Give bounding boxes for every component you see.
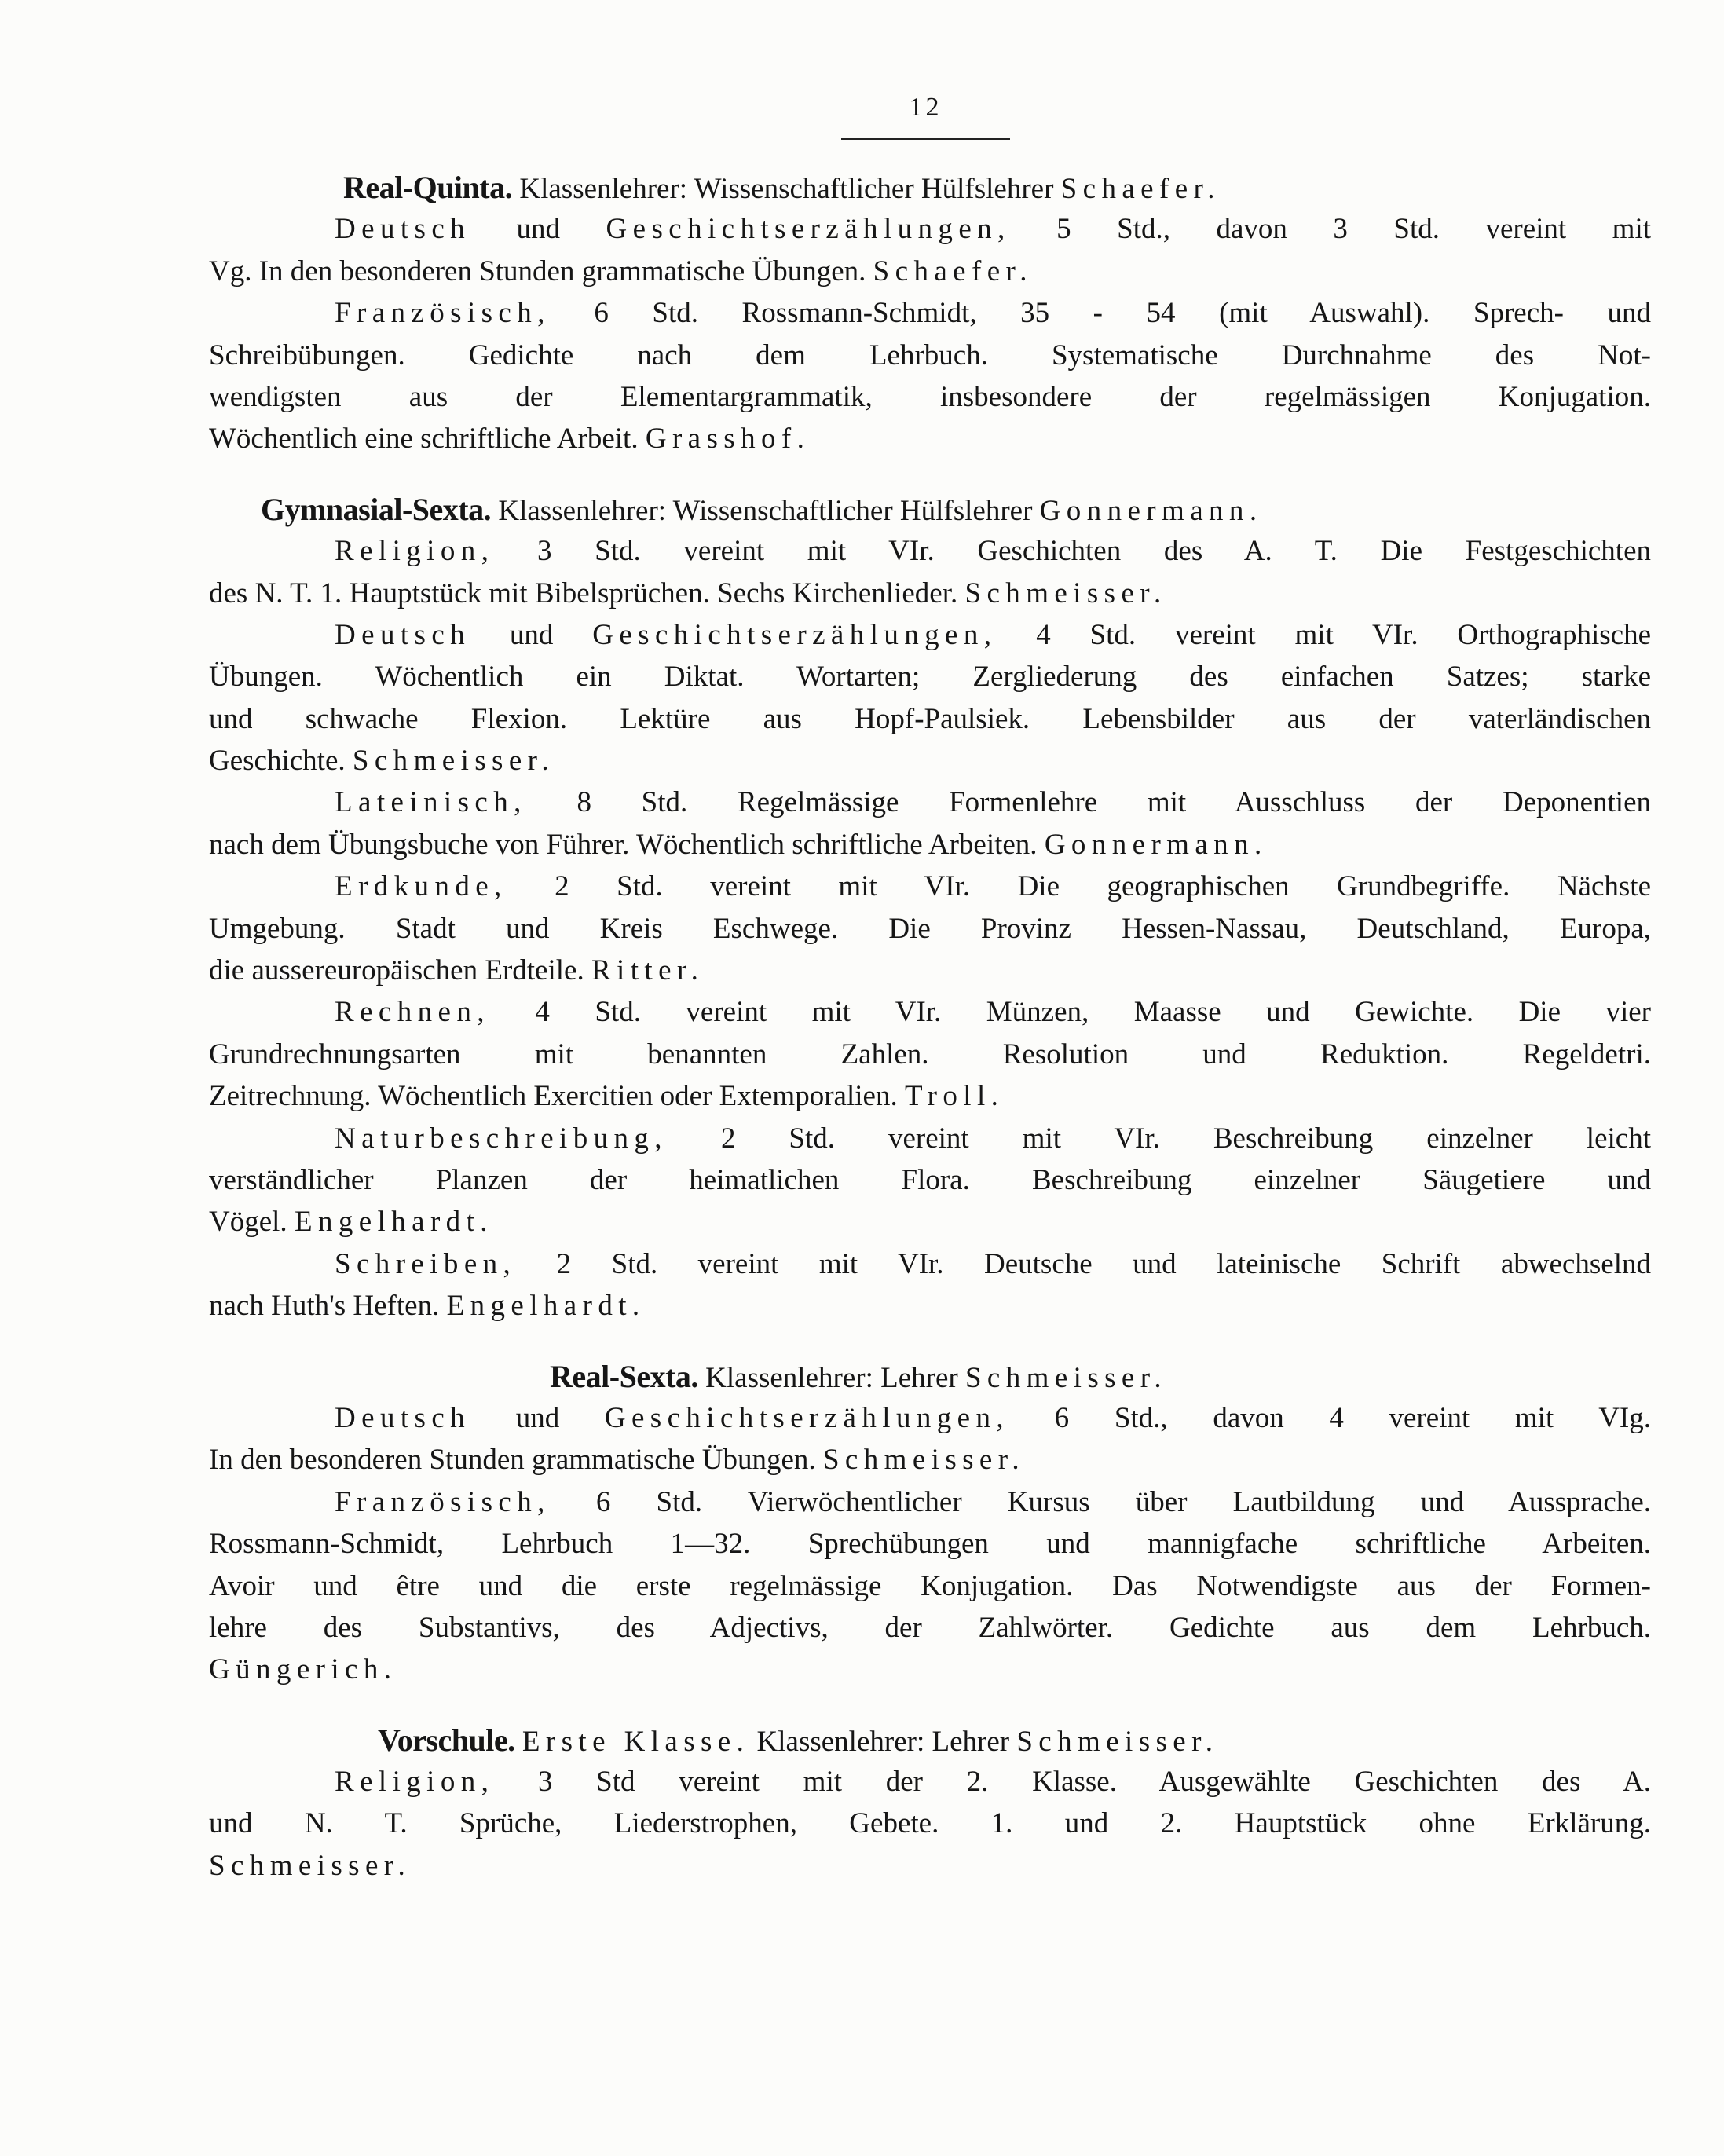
spaced-term: Deutsch: [335, 618, 471, 651]
text-line: [209, 908, 1651, 950]
text-run: Avoir und être und die erste regelmässige Konjugation. Das Notwendigste aus der Formen-: [209, 1569, 1651, 1602]
text-line: [209, 1285, 1651, 1327]
text-line: [209, 1118, 1651, 1159]
text-line: [209, 1439, 1651, 1481]
text-line: [209, 1201, 1651, 1243]
text-line: [209, 866, 1651, 907]
paragraph: [209, 614, 1651, 782]
text-line: [209, 208, 1651, 250]
text-line: [209, 1845, 1651, 1887]
text-run: Klassenlehrer: Lehrer: [749, 1725, 1017, 1758]
page-number-rule: [841, 138, 1010, 140]
section-title: Real-Sexta.: [550, 1358, 698, 1394]
paragraph: [209, 1118, 1651, 1243]
text-run: Klassenlehrer: Wissenschaftlicher Hülfslehrer: [491, 494, 1040, 527]
text-run: die aussereuropäischen Erdteile.: [209, 954, 591, 987]
text-run: und schwache Flexion. Lektüre aus Hopf-Paulsiek. Lebensbilder aus der vaterländischen: [209, 702, 1651, 735]
spaced-term: Grasshof.: [645, 423, 811, 456]
paragraph: [209, 991, 1651, 1117]
text-line: [209, 530, 1651, 572]
paragraph: [209, 208, 1651, 292]
text-run: nach Huth's Heften.: [209, 1290, 447, 1323]
text-line: [209, 698, 1651, 740]
text-run: lehre des Substantivs, des Adjectivs, der Zahlwörter. Gedichte aus dem Lehrbuch.: [209, 1611, 1651, 1644]
spaced-term: Schreiben,: [335, 1247, 517, 1280]
text-run: des N. T. 1. Hauptstück mit Bibelsprüchen. Sechs Kirchenlieder.: [209, 577, 965, 609]
spaced-term: Schmeisser.: [352, 745, 555, 778]
page-number: 12: [909, 93, 943, 122]
text-run: und: [470, 618, 593, 651]
text-line: [209, 1243, 1651, 1285]
text-line: [209, 782, 1651, 823]
text-line: [209, 1803, 1651, 1844]
text-line: [209, 1481, 1651, 1523]
section-title: Real-Quinta.: [343, 170, 513, 205]
text-run: Rossmann-Schmidt, Lehrbuch 1—32. Sprechübungen und mannigfache schriftliche Arbeiten.: [209, 1528, 1651, 1561]
text-line: [209, 335, 1651, 376]
text-run: und N. T. Sprüche, Liederstrophen, Gebete. 1. und 2. Hauptstück ohne Erklärung.: [209, 1807, 1651, 1840]
spaced-term: Schaefer.: [1060, 173, 1221, 205]
text-line: [209, 376, 1651, 418]
text-run: Wöchentlich eine schriftliche Arbeit.: [209, 423, 646, 456]
text-run: 3 Std vereint mit der 2. Klasse. Ausgewählte Geschichten des A.: [494, 1766, 1651, 1799]
text-run: Klassenlehrer: Lehrer: [697, 1361, 965, 1394]
heading-real-quinta: [209, 167, 1651, 208]
spaced-term: Gonnermann.: [1039, 494, 1263, 527]
text-run: verständlicher Planzen der heimatlichen Flora. Beschreibung einzelner Säugetiere und: [209, 1163, 1651, 1196]
spaced-term: Lateinisch,: [335, 786, 527, 819]
spaced-term: Deutsch: [335, 213, 471, 246]
text-line: [209, 614, 1651, 656]
text-line: [209, 1761, 1651, 1803]
text-line: [209, 991, 1651, 1033]
spaced-term: Gonnermann.: [1044, 828, 1268, 861]
section-title: Gymnasial-Sexta.: [261, 491, 492, 527]
spaced-term: Schmeisser.: [1016, 1725, 1219, 1758]
text-line: [209, 573, 1651, 614]
spaced-term: Geschichtserzählungen,: [592, 618, 997, 651]
text-line: [209, 1159, 1651, 1201]
text-run: 2 Std. vereint mit VIr. Beschreibung einzelner leicht: [667, 1122, 1651, 1155]
spaced-term: Französisch,: [335, 1485, 551, 1518]
paragraph: [209, 1397, 1651, 1481]
text-line: [209, 418, 1651, 459]
text-run: und: [470, 213, 606, 246]
paragraph: [209, 530, 1651, 614]
paragraph: [209, 1243, 1651, 1327]
text-run: Zeitrechnung. Wöchentlich Exercitien oder Extemporalien.: [209, 1080, 905, 1113]
text-line: [209, 1565, 1651, 1607]
text-run: Geschichte.: [209, 745, 353, 778]
text-line: [209, 1397, 1651, 1439]
spaced-term: Rechnen,: [335, 996, 490, 1029]
text-run: Klassenlehrer: Wissenschaftlicher Hülfslehrer: [512, 173, 1061, 205]
text-run: 6 Std., davon 4 vereint mit VIg.: [1009, 1401, 1652, 1434]
text-run: In den besonderen Stunden grammatische Übungen.: [209, 1444, 823, 1477]
text-run: 2 Std. vereint mit VIr. Deutsche und lateinische Schrift abwechselnd: [516, 1247, 1651, 1280]
text-run: wendigsten aus der Elementargrammatik, insbesondere der regelmässigen Konjugation.: [209, 380, 1651, 413]
spaced-term: Schmeisser.: [822, 1444, 1026, 1477]
spaced-term: Naturbeschreibung,: [335, 1122, 668, 1155]
text-run: 2 Std. vereint mit VIr. Die geographischen Grundbegriffe. Nächste: [507, 870, 1651, 903]
spaced-term: Geschichtserzählungen,: [604, 1401, 1010, 1434]
spaced-term: Ritter.: [591, 954, 705, 987]
text-line: [209, 740, 1651, 782]
heading-gymnasial-sexta: [209, 489, 1651, 530]
heading-real-sexta: [209, 1356, 1651, 1397]
spaced-term: Deutsch: [335, 1401, 471, 1434]
paragraph: [209, 292, 1651, 460]
spaced-term: Religion,: [335, 1766, 495, 1799]
text-line: [209, 1034, 1651, 1075]
text-run: nach dem Übungsbuche von Führer. Wöchentlich schriftliche Arbeiten.: [209, 828, 1045, 861]
text-run: Umgebung. Stadt und Kreis Eschwege. Die Provinz Hessen-Nassau, Deutschland, Europa,: [209, 912, 1651, 945]
text-run: 4 Std. vereint mit VIr. Münzen, Maasse und Gewichte. Die vier: [489, 996, 1651, 1029]
text-line: [209, 292, 1651, 334]
spaced-term: Engelhardt.: [294, 1206, 493, 1239]
text-line: [209, 167, 1651, 208]
spaced-term: Engelhardt.: [446, 1290, 646, 1323]
spaced-term: Französisch,: [335, 297, 551, 330]
paragraph: [209, 1761, 1651, 1887]
text-line: [209, 656, 1651, 697]
text-run: 5 Std., davon 3 Std. vereint mit: [1010, 213, 1652, 246]
text-run: Schreibübungen. Gedichte nach dem Lehrbuch. Systematische Durchnahme des Not-: [209, 339, 1651, 372]
spaced-term: Schmeisser.: [964, 1361, 1168, 1394]
text-line: [209, 1523, 1651, 1565]
text-run: Vg. In den besonderen Stunden grammatische Übungen.: [209, 254, 873, 287]
text-line: [209, 1075, 1651, 1117]
heading-vorschule: [209, 1719, 1651, 1761]
spaced-term: Schmeisser.: [964, 577, 1167, 609]
text-run: 8 Std. Regelmässige Formenlehre mit Ausschluss der Deponentien: [526, 786, 1651, 819]
text-line: [209, 489, 1651, 530]
text-run: und: [470, 1401, 605, 1434]
spaced-term: Geschichtserzählungen,: [606, 213, 1011, 246]
text-run: Vögel.: [209, 1206, 295, 1239]
text-line: [209, 1356, 1651, 1397]
text-line: [209, 1719, 1651, 1761]
text-line: [209, 950, 1651, 991]
spaced-term: Güngerich.: [209, 1653, 397, 1686]
spaced-term: Schmeisser.: [209, 1849, 412, 1882]
paragraph: [209, 1481, 1651, 1691]
text-run: 4 Std. vereint mit VIr. Orthographische: [997, 618, 1651, 651]
spaced-term: Religion,: [335, 535, 495, 568]
text-line: [209, 251, 1651, 292]
text-run: Übungen. Wöchentlich ein Diktat. Wortarten; Zergliederung des einfachen Satzes; starke: [209, 661, 1651, 694]
text-line: [209, 824, 1651, 866]
text-run: 3 Std. vereint mit VIr. Geschichten des A. T. Die Festgeschichten: [494, 535, 1651, 568]
section-title: Vorschule.: [378, 1722, 515, 1758]
text-run: 6 Std. Vierwöchentlicher Kursus über Lautbildung und Aussprache.: [550, 1485, 1651, 1518]
text-line: [209, 1649, 1651, 1690]
document-body: [209, 167, 1651, 1887]
text-run: 6 Std. Rossmann-Schmidt, 35 - 54 (mit Auswahl). Sprech- und: [550, 297, 1651, 330]
spaced-term: Schaefer.: [873, 254, 1033, 287]
spaced-term: Erdkunde,: [335, 870, 507, 903]
paragraph: [209, 866, 1651, 991]
paragraph: [209, 782, 1651, 866]
text-line: [209, 1607, 1651, 1649]
spaced-term: Erste Klasse.: [522, 1725, 750, 1758]
spaced-term: Troll.: [904, 1080, 1005, 1113]
text-run: [515, 1726, 522, 1758]
text-run: Grundrechnungsarten mit benannten Zahlen. Resolution und Reduktion. Regeldetri.: [209, 1038, 1651, 1071]
